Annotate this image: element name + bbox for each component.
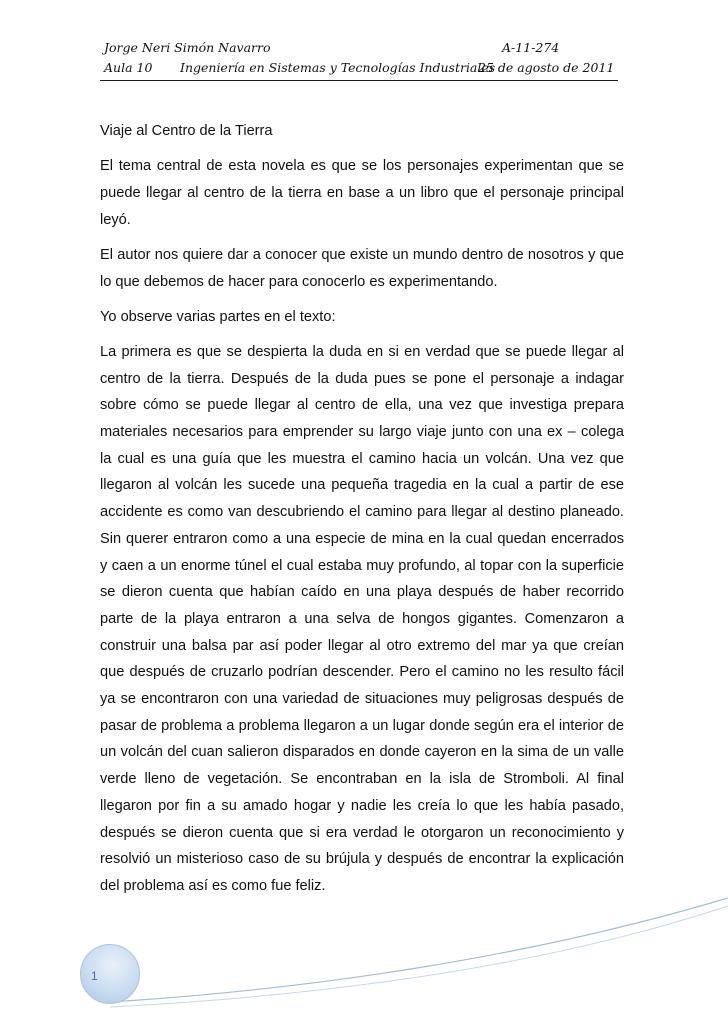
- header-code: A-11-274: [502, 40, 560, 55]
- header-rule: [100, 80, 618, 81]
- page-number-badge: [80, 944, 140, 1004]
- page-number: 1: [91, 969, 98, 983]
- header-carrera: Ingeniería en Sistemas y Tecnologías Industriales: [180, 60, 496, 75]
- paragraph: El autor nos quiere dar a conocer que existe un mundo dentro de nosotros y que lo que debemos de hacer para conocerlo es experimentando.: [100, 246, 624, 290]
- paragraph: La primera es que se despierta la duda en si en verdad que se puede llegar al centro de la tierra. Después de la duda pues se pone el personaje a indagar sobre cómo se puede llegar al centro de ella, una vez que investiga prepara materiales necesarios para emprender su largo viaje junto con una ex – colega la cual es una guía que les muestra el camino hacia un volcán. Una vez que llegaron al volcán les sucede una pequeña tragedia en la cual a partir de ese accidente es como van descubriendo el camino para llegar al destino planeado. Sin querer entraron como a una especie de mina en la cual quedan encerrados y caen a un enorme túnel el cual estaba muy profundo, al topar con la superficie se dieron cuenta que habían caído en una playa después de haber recorrido parte de la playa entraron a una selva de hongos gigantes. Comenzaron a construir una balsa par así poder llegar al otro extremo del mar ya que creían que después de cruzarlo podrían descender. Pero el camino no les resulto fácil ya se encontraron con una variedad de situaciones muy peligrosas después de pasar de problema a problema llegaron a un lugar donde según era el interior de un volcán del cuan salieron disparados en donde cayeron en la sima de un valle verde lleno de vegetación. Se encontraban en la isla de Stromboli. Al final llegaron por fin a su amado hogar y nadie les creía lo que les había pasado, después se dieron cuenta que si era verdad le otorgaron un reconocimiento y resolvió un misterioso caso de su brújula y después de encontrar la explicación del problema así es como fue feliz.: [100, 343, 624, 894]
- paragraph: Yo observe varias partes en el texto:: [100, 308, 336, 325]
- header-row-1: [104, 40, 624, 56]
- header-date: 25 de agosto de 2011: [478, 60, 615, 75]
- paragraph: El tema central de esta novela es que se los personajes experimentan que se puede llegar al centro de la tierra en base a un libro que el personaje principal leyó.: [100, 158, 624, 228]
- document-title: Viaje al Centro de la Tierra: [100, 123, 273, 139]
- document-body: [100, 118, 624, 900]
- header-author: Jorge Neri Simón Navarro: [104, 40, 271, 55]
- header-aula: Aula 10: [104, 60, 153, 75]
- header-row-2: [104, 60, 624, 76]
